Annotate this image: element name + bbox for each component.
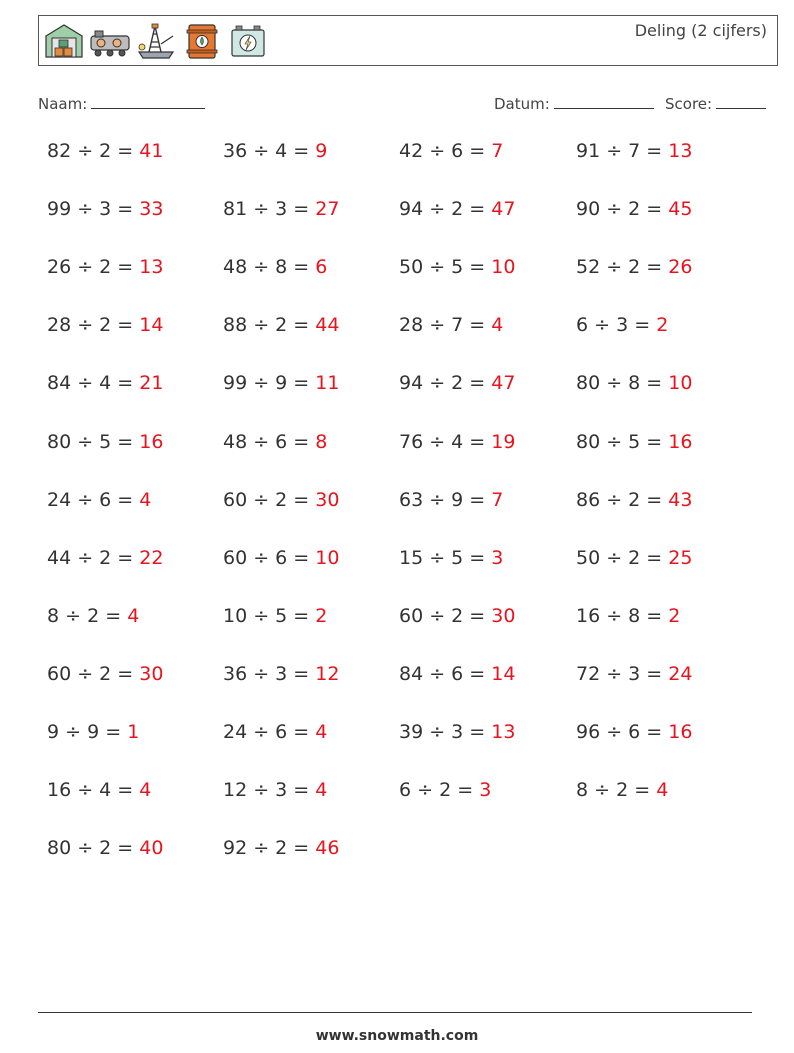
problem-question: 15 ÷ 5 = — [399, 546, 486, 569]
division-problem — [399, 547, 503, 569]
name-blank[interactable] — [91, 94, 205, 109]
division-problem — [47, 779, 151, 801]
problem-answer: 12 — [315, 662, 340, 685]
division-problem — [47, 372, 163, 394]
problem-question: 82 ÷ 2 = — [47, 140, 134, 162]
division-problem — [47, 547, 163, 569]
header-box — [38, 15, 778, 66]
division-problem — [576, 431, 692, 453]
problem-question: 63 ÷ 9 = — [399, 488, 486, 511]
problem-answer: 14 — [491, 662, 516, 685]
division-problem — [576, 547, 692, 569]
problem-question: 16 ÷ 4 = — [47, 779, 134, 802]
problem-answer: 27 — [315, 198, 340, 221]
problem-question: 48 ÷ 6 = — [223, 430, 310, 453]
name-field — [38, 94, 205, 113]
division-problem — [399, 256, 515, 278]
division-problem — [223, 779, 327, 801]
problem-question: 99 ÷ 3 = — [47, 198, 134, 221]
problem-question: 94 ÷ 2 = — [399, 198, 486, 221]
problem-answer: 16 — [139, 430, 164, 453]
problem-answer: 47 — [491, 198, 516, 221]
division-problem — [576, 314, 668, 336]
problem-question: 39 ÷ 3 = — [399, 721, 486, 743]
division-problem — [47, 837, 163, 859]
problem-question: 50 ÷ 2 = — [576, 546, 663, 569]
division-problem — [47, 431, 163, 453]
division-problem — [47, 663, 163, 685]
problem-question: 50 ÷ 5 = — [399, 256, 486, 279]
problem-answer: 13 — [491, 721, 516, 743]
division-problem — [223, 372, 339, 394]
footer-divider — [38, 1012, 752, 1013]
division-problem — [47, 256, 163, 278]
problem-answer: 4 — [491, 314, 504, 337]
problem-question: 88 ÷ 2 = — [223, 314, 310, 337]
problem-answer: 41 — [139, 140, 164, 162]
division-problem — [576, 372, 692, 394]
problem-question: 26 ÷ 2 = — [47, 256, 134, 279]
division-problem — [399, 605, 515, 627]
division-problem — [47, 605, 139, 627]
problem-question: 96 ÷ 6 = — [576, 721, 663, 743]
problem-question: 24 ÷ 6 = — [223, 721, 310, 743]
problem-answer: 45 — [668, 198, 693, 221]
division-problem — [47, 489, 151, 511]
problem-question: 80 ÷ 5 = — [47, 430, 134, 453]
problem-answer: 16 — [668, 721, 693, 743]
division-problem — [576, 779, 668, 801]
problem-answer: 13 — [668, 140, 693, 162]
problem-answer: 46 — [315, 837, 340, 860]
problem-question: 24 ÷ 6 = — [47, 488, 134, 511]
problem-answer: 4 — [139, 779, 152, 802]
division-problem — [223, 663, 339, 685]
division-problem — [223, 140, 327, 162]
name-label: Naam: — [38, 95, 88, 113]
problem-question: 90 ÷ 2 = — [576, 198, 663, 221]
problem-answer: 2 — [656, 314, 669, 337]
problem-answer: 19 — [491, 430, 516, 453]
problem-answer: 30 — [315, 488, 340, 511]
score-blank[interactable] — [716, 94, 766, 109]
problem-answer: 7 — [491, 488, 504, 511]
problem-answer: 4 — [656, 779, 669, 802]
problem-question: 8 ÷ 2 = — [576, 779, 651, 802]
problem-question: 28 ÷ 2 = — [47, 314, 134, 337]
problem-question: 60 ÷ 2 = — [47, 662, 134, 685]
problem-question: 36 ÷ 3 = — [223, 662, 310, 685]
division-problem — [223, 256, 327, 278]
division-problem — [576, 663, 692, 685]
problem-answer: 10 — [668, 372, 693, 395]
problem-question: 80 ÷ 2 = — [47, 837, 134, 860]
problem-answer: 4 — [315, 779, 328, 802]
problem-question: 81 ÷ 3 = — [223, 198, 310, 221]
division-problem — [576, 198, 692, 220]
problem-question: 84 ÷ 4 = — [47, 372, 134, 395]
problem-question: 48 ÷ 8 = — [223, 256, 310, 279]
division-problem — [223, 721, 327, 743]
problem-question: 60 ÷ 2 = — [399, 604, 486, 627]
division-problem — [399, 721, 515, 743]
division-problem — [223, 431, 327, 453]
problem-answer: 4 — [315, 721, 328, 743]
date-label: Datum: — [494, 95, 550, 113]
problem-question: 52 ÷ 2 = — [576, 256, 663, 279]
problem-question: 10 ÷ 5 = — [223, 604, 310, 627]
problem-answer: 3 — [479, 779, 492, 802]
score-field — [665, 94, 766, 113]
division-problem — [399, 314, 503, 336]
division-problem — [399, 663, 515, 685]
problem-answer: 25 — [668, 546, 693, 569]
worksheet-title: Deling (2 cijfers) — [634, 21, 767, 40]
problem-question: 76 ÷ 4 = — [399, 430, 486, 453]
problem-question: 36 ÷ 4 = — [223, 140, 310, 162]
problem-answer: 30 — [491, 604, 516, 627]
division-problem — [223, 605, 327, 627]
division-problem — [576, 605, 680, 627]
problem-answer: 21 — [139, 372, 164, 395]
problem-question: 16 ÷ 8 = — [576, 604, 663, 627]
problem-question: 91 ÷ 7 = — [576, 140, 663, 162]
problem-answer: 13 — [139, 256, 164, 279]
problem-question: 84 ÷ 6 = — [399, 662, 486, 685]
problem-question: 8 ÷ 2 = — [47, 604, 122, 627]
problem-question: 72 ÷ 3 = — [576, 662, 663, 685]
problem-answer: 3 — [491, 546, 504, 569]
problem-answer: 6 — [315, 256, 328, 279]
problem-answer: 7 — [491, 140, 504, 162]
problem-answer: 11 — [315, 372, 340, 395]
problem-answer: 8 — [315, 430, 328, 453]
problem-answer: 47 — [491, 372, 516, 395]
problem-answer: 10 — [315, 546, 340, 569]
problem-question: 28 ÷ 7 = — [399, 314, 486, 337]
problem-question: 94 ÷ 2 = — [399, 372, 486, 395]
division-problem — [399, 489, 503, 511]
problem-answer: 43 — [668, 488, 693, 511]
division-problem — [576, 140, 692, 162]
problem-question: 60 ÷ 6 = — [223, 546, 310, 569]
division-problem — [399, 779, 491, 801]
problem-answer: 2 — [315, 604, 328, 627]
problem-answer: 14 — [139, 314, 164, 337]
division-problem — [399, 372, 515, 394]
division-problem — [47, 721, 139, 743]
problem-question: 6 ÷ 2 = — [399, 779, 474, 802]
division-problem — [576, 256, 692, 278]
oil-barrel-icon — [181, 22, 223, 60]
score-label: Score: — [665, 95, 713, 113]
division-problem — [223, 547, 339, 569]
division-problem — [223, 489, 339, 511]
division-problem — [576, 721, 692, 743]
problem-question: 44 ÷ 2 = — [47, 546, 134, 569]
problem-answer: 10 — [491, 256, 516, 279]
problem-answer: 44 — [315, 314, 340, 337]
problem-question: 60 ÷ 2 = — [223, 488, 310, 511]
division-problem — [399, 431, 515, 453]
division-problem — [399, 198, 515, 220]
problem-answer: 2 — [668, 604, 681, 627]
oil-rig-icon — [135, 22, 177, 60]
problem-question: 80 ÷ 8 = — [576, 372, 663, 395]
battery-icon — [227, 22, 269, 60]
division-problem — [47, 314, 163, 336]
division-problem — [223, 314, 339, 336]
problem-answer: 16 — [668, 430, 693, 453]
division-problem — [399, 140, 503, 162]
problem-answer: 4 — [139, 488, 152, 511]
date-field — [494, 94, 654, 113]
train-icon — [89, 22, 131, 60]
problem-question: 6 ÷ 3 = — [576, 314, 651, 337]
problem-answer: 9 — [315, 140, 328, 162]
problem-answer: 24 — [668, 662, 693, 685]
problem-answer: 26 — [668, 256, 693, 279]
problem-question: 9 ÷ 9 = — [47, 721, 122, 743]
division-problem — [223, 837, 339, 859]
problem-question: 80 ÷ 5 = — [576, 430, 663, 453]
header-icons — [43, 22, 269, 60]
problem-answer: 22 — [139, 546, 164, 569]
problem-question: 42 ÷ 6 = — [399, 140, 486, 162]
problem-answer: 1 — [127, 721, 140, 743]
warehouse-icon — [43, 22, 85, 60]
problem-answer: 33 — [139, 198, 164, 221]
division-problem — [47, 140, 163, 162]
problem-answer: 40 — [139, 837, 164, 860]
division-problem — [576, 489, 692, 511]
date-blank[interactable] — [554, 94, 654, 109]
division-problem — [223, 198, 339, 220]
problem-question: 92 ÷ 2 = — [223, 837, 310, 860]
problem-answer: 30 — [139, 662, 164, 685]
problem-question: 99 ÷ 9 = — [223, 372, 310, 395]
division-problem — [47, 198, 163, 220]
problem-question: 12 ÷ 3 = — [223, 779, 310, 802]
footer-url: www.snowmath.com — [315, 1028, 479, 1044]
problem-question: 86 ÷ 2 = — [576, 488, 663, 511]
problem-answer: 4 — [127, 604, 140, 627]
